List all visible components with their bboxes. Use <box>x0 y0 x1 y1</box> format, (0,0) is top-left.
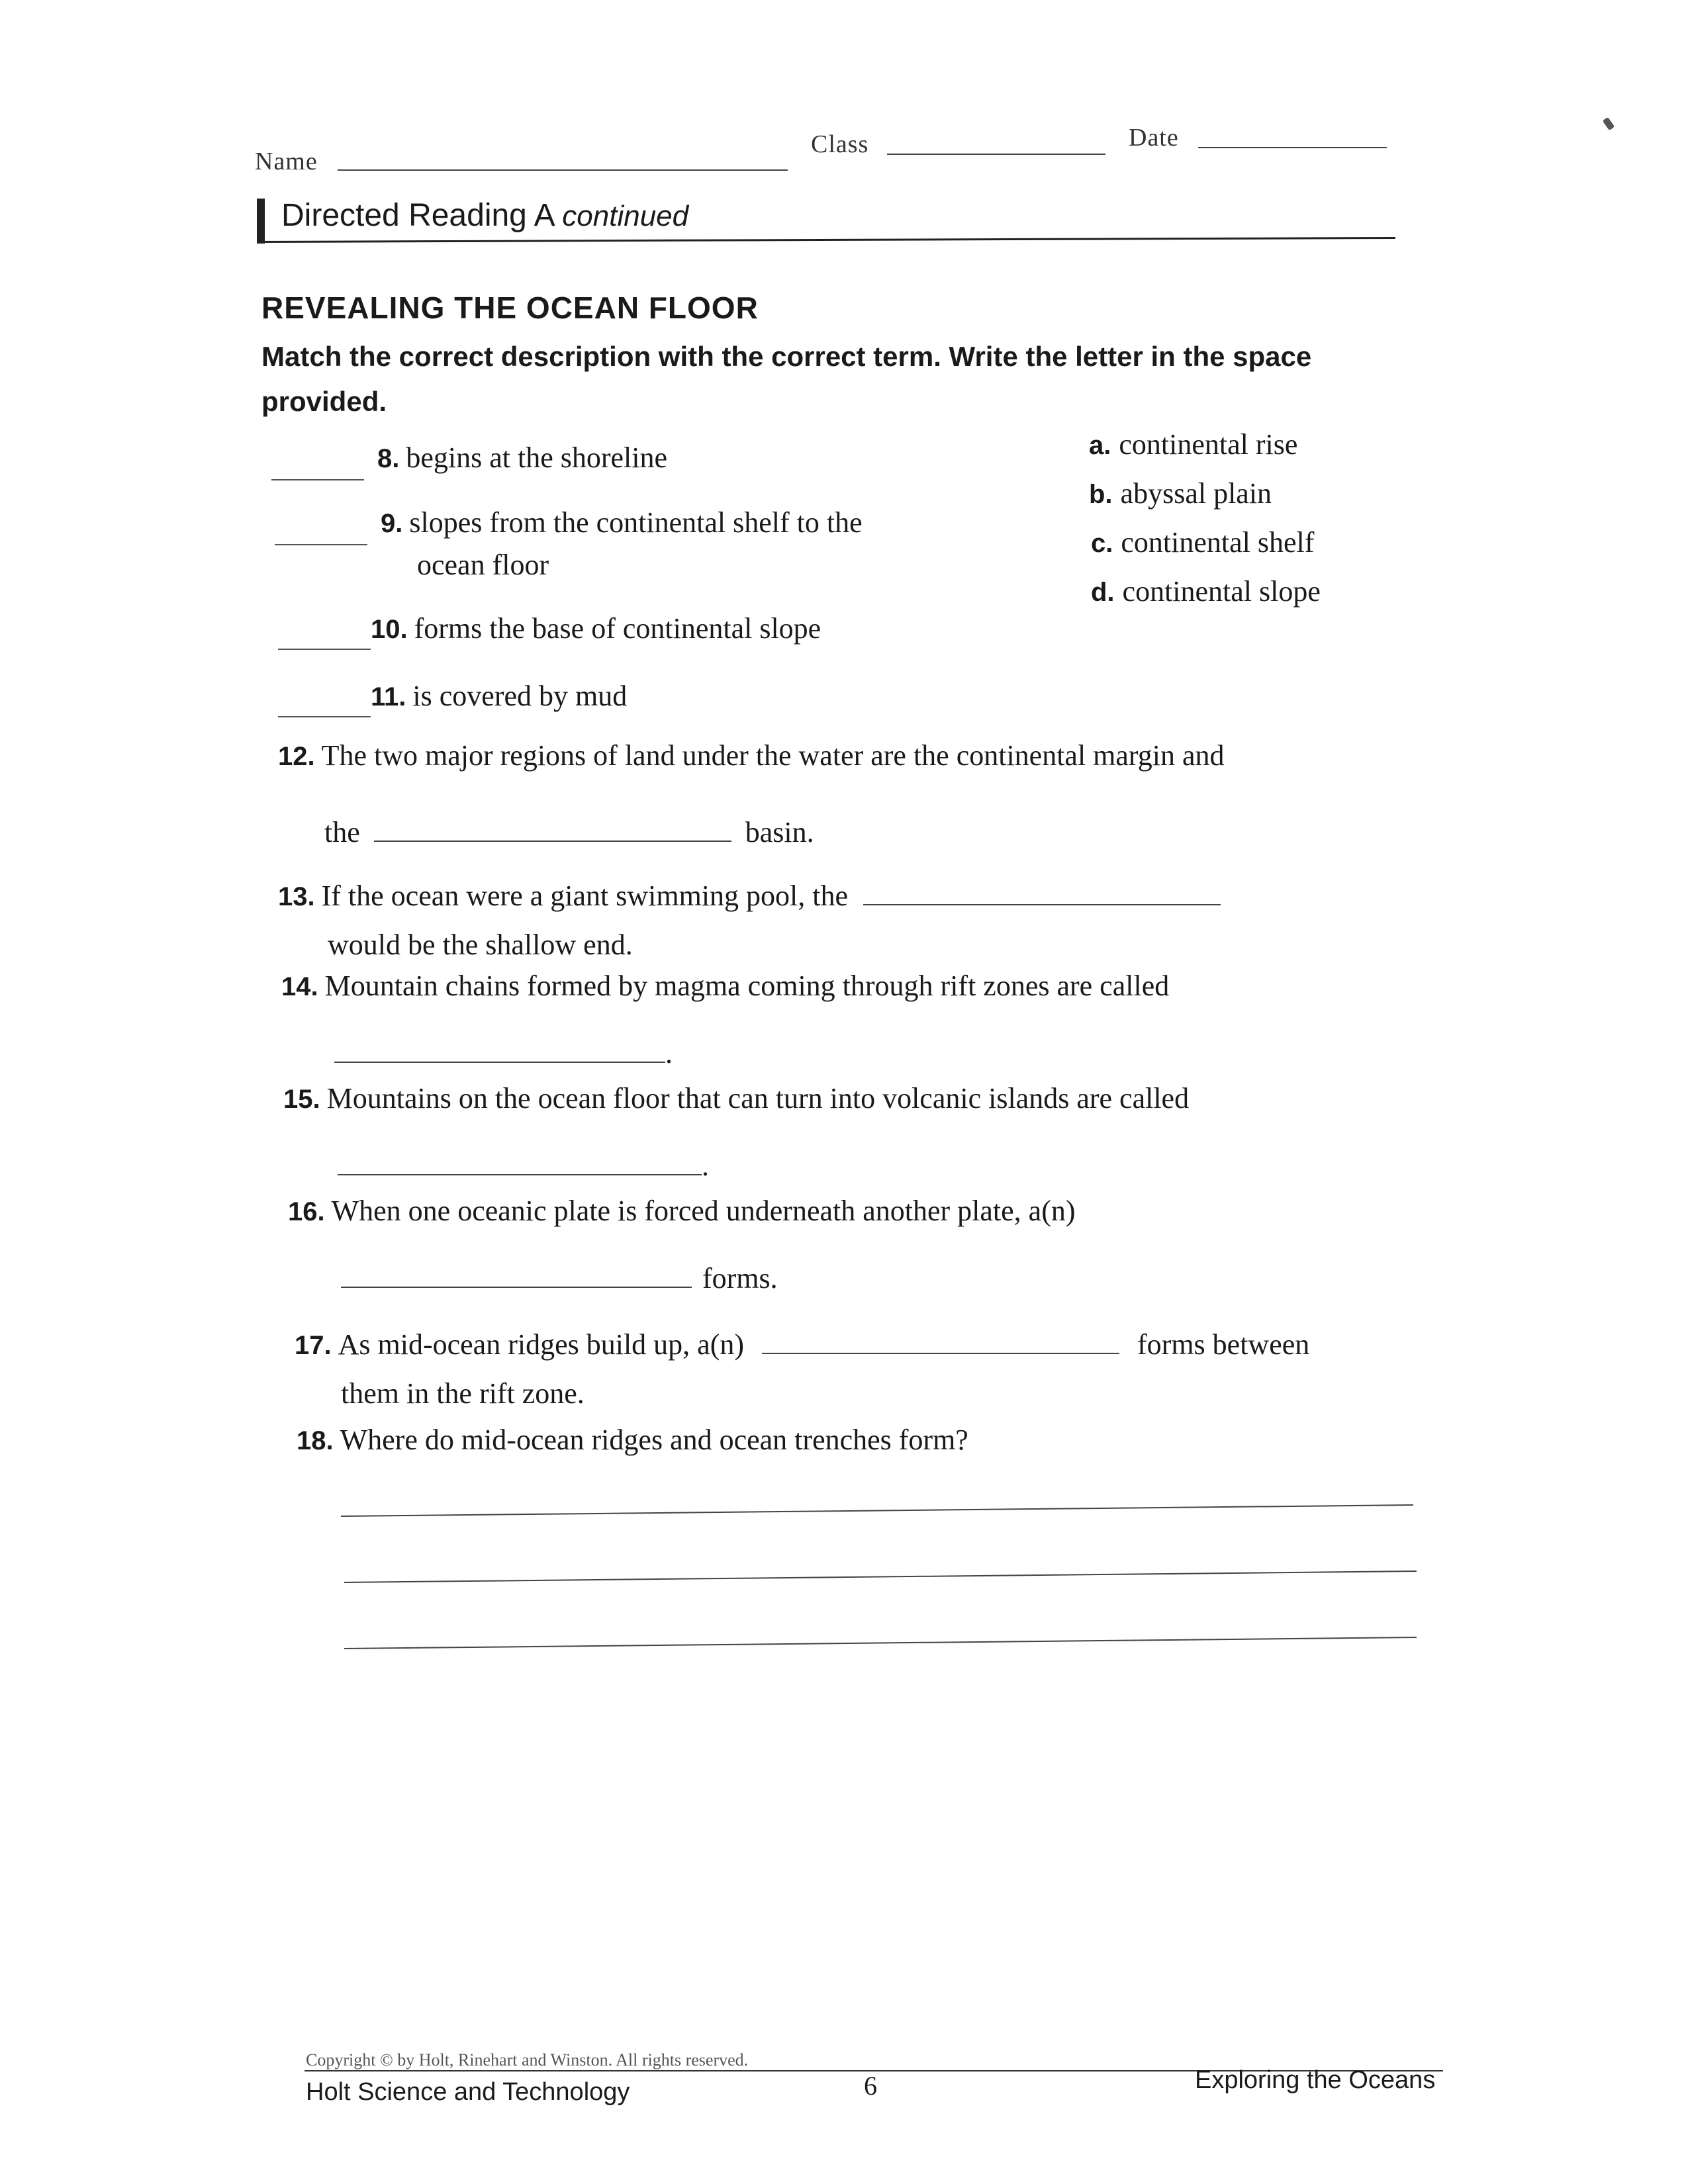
footer-page-number: 6 <box>864 2071 877 2101</box>
question-13 <box>278 875 1221 918</box>
answer-blank-10[interactable] <box>278 649 371 650</box>
question-text: Mountains on the ocean floor that can turn into volcanic islands are called <box>326 1082 1190 1115</box>
fill-blank-13[interactable] <box>863 904 1221 905</box>
answer-blank-9[interactable] <box>275 544 367 545</box>
option-d <box>1091 570 1321 614</box>
option-letter: b. <box>1089 480 1113 509</box>
question-text: Mountain chains formed by magma coming through rift zones are called <box>324 970 1170 1002</box>
question-text: When one oceanic plate is forced underneath another plate, a(n) <box>331 1195 1076 1227</box>
matching-item-8 <box>377 437 667 480</box>
question-18 <box>297 1419 968 1462</box>
question-period: . <box>665 1037 673 1069</box>
question-number: 12. <box>278 742 315 771</box>
question-text: the <box>324 816 360 848</box>
question-text: The two major regions of land under the water are the continental margin and <box>321 739 1225 772</box>
option-letter: a. <box>1089 431 1111 460</box>
question-15 <box>283 1077 1189 1120</box>
question-15-line2 <box>338 1145 709 1187</box>
date-label: Date <box>1129 124 1179 152</box>
footer-publisher: Holt Science and Technology <box>306 2078 630 2106</box>
question-16 <box>288 1190 1076 1233</box>
banner-title-text: Directed Reading A <box>281 198 553 233</box>
name-field[interactable] <box>338 169 788 171</box>
question-number: 15. <box>283 1085 320 1114</box>
fill-blank-14[interactable] <box>334 1062 665 1063</box>
item-text: is covered by mud <box>412 680 628 712</box>
footer-chapter: Exploring the Oceans <box>1195 2066 1436 2094</box>
banner-continued: continued <box>562 200 689 232</box>
answer-blank-8[interactable] <box>271 479 364 480</box>
section-instructions: Match the correct description with the correct term. Write the letter in the space provided. <box>261 341 1312 417</box>
fill-blank-16[interactable] <box>341 1287 692 1288</box>
class-label: Class <box>811 130 869 158</box>
answer-blank-11[interactable] <box>278 716 371 717</box>
question-12 <box>278 735 1225 778</box>
matching-item-10 <box>371 608 821 651</box>
item-text: forms the base of continental slope <box>414 612 821 645</box>
item-number: 9. <box>381 509 403 538</box>
question-text: If the ocean were a giant swimming pool, the <box>321 880 849 912</box>
question-text: Where do mid-ocean ridges and ocean trenches form? <box>340 1424 968 1456</box>
option-text: abyssal plain <box>1120 477 1272 510</box>
item-number: 8. <box>377 444 400 473</box>
question-text: As mid-ocean ridges build up, a(n) <box>338 1328 745 1361</box>
question-14-line2 <box>334 1032 673 1075</box>
question-number: 13. <box>278 882 315 911</box>
question-number: 18. <box>297 1426 334 1455</box>
section-title: REVEALING THE OCEAN FLOOR <box>261 291 759 325</box>
question-number: 17. <box>295 1331 332 1360</box>
question-17-line2: them in the rift zone. <box>341 1377 585 1410</box>
option-b <box>1089 473 1272 516</box>
question-text: basin. <box>745 816 814 848</box>
matching-item-9-cont: ocean floor <box>417 549 549 581</box>
answer-line-18-1[interactable] <box>341 1504 1413 1517</box>
item-text: slopes from the continental shelf to the <box>409 506 863 539</box>
question-13-line2: would be the shallow end. <box>328 929 633 961</box>
name-label: Name <box>255 148 318 175</box>
item-text: begins at the shoreline <box>406 441 668 474</box>
question-number: 16. <box>288 1197 325 1226</box>
question-number: 14. <box>281 972 318 1001</box>
banner-title <box>281 197 688 234</box>
option-a <box>1089 424 1297 467</box>
option-letter: c. <box>1091 529 1113 558</box>
question-text: forms. <box>702 1262 778 1295</box>
fill-blank-17[interactable] <box>762 1353 1119 1354</box>
question-14 <box>281 965 1169 1008</box>
class-field[interactable] <box>887 154 1105 155</box>
item-number: 11. <box>371 682 406 711</box>
date-field[interactable] <box>1198 147 1387 148</box>
answer-line-18-3[interactable] <box>344 1637 1417 1649</box>
banner-marker <box>257 199 265 244</box>
question-17 <box>295 1324 1309 1367</box>
scan-speck-icon <box>1603 117 1615 130</box>
fill-blank-15[interactable] <box>338 1174 702 1175</box>
option-letter: d. <box>1091 578 1115 607</box>
option-text: continental shelf <box>1121 526 1315 559</box>
question-text: forms between <box>1137 1328 1310 1361</box>
item-number: 10. <box>371 615 408 644</box>
option-text: continental rise <box>1119 428 1298 461</box>
banner-rule <box>257 237 1395 243</box>
matching-item-9 <box>381 502 863 545</box>
matching-item-11 <box>371 675 627 718</box>
option-text: continental slope <box>1122 575 1321 608</box>
fill-blank-12[interactable] <box>374 841 731 842</box>
question-12-line2 <box>324 811 814 854</box>
option-c <box>1091 522 1314 565</box>
question-16-line2 <box>341 1257 778 1300</box>
footer-copyright: Copyright © by Holt, Rinehart and Winston. All rights reserved. <box>306 2050 749 2070</box>
question-period: . <box>702 1150 709 1182</box>
answer-line-18-2[interactable] <box>344 1570 1417 1583</box>
